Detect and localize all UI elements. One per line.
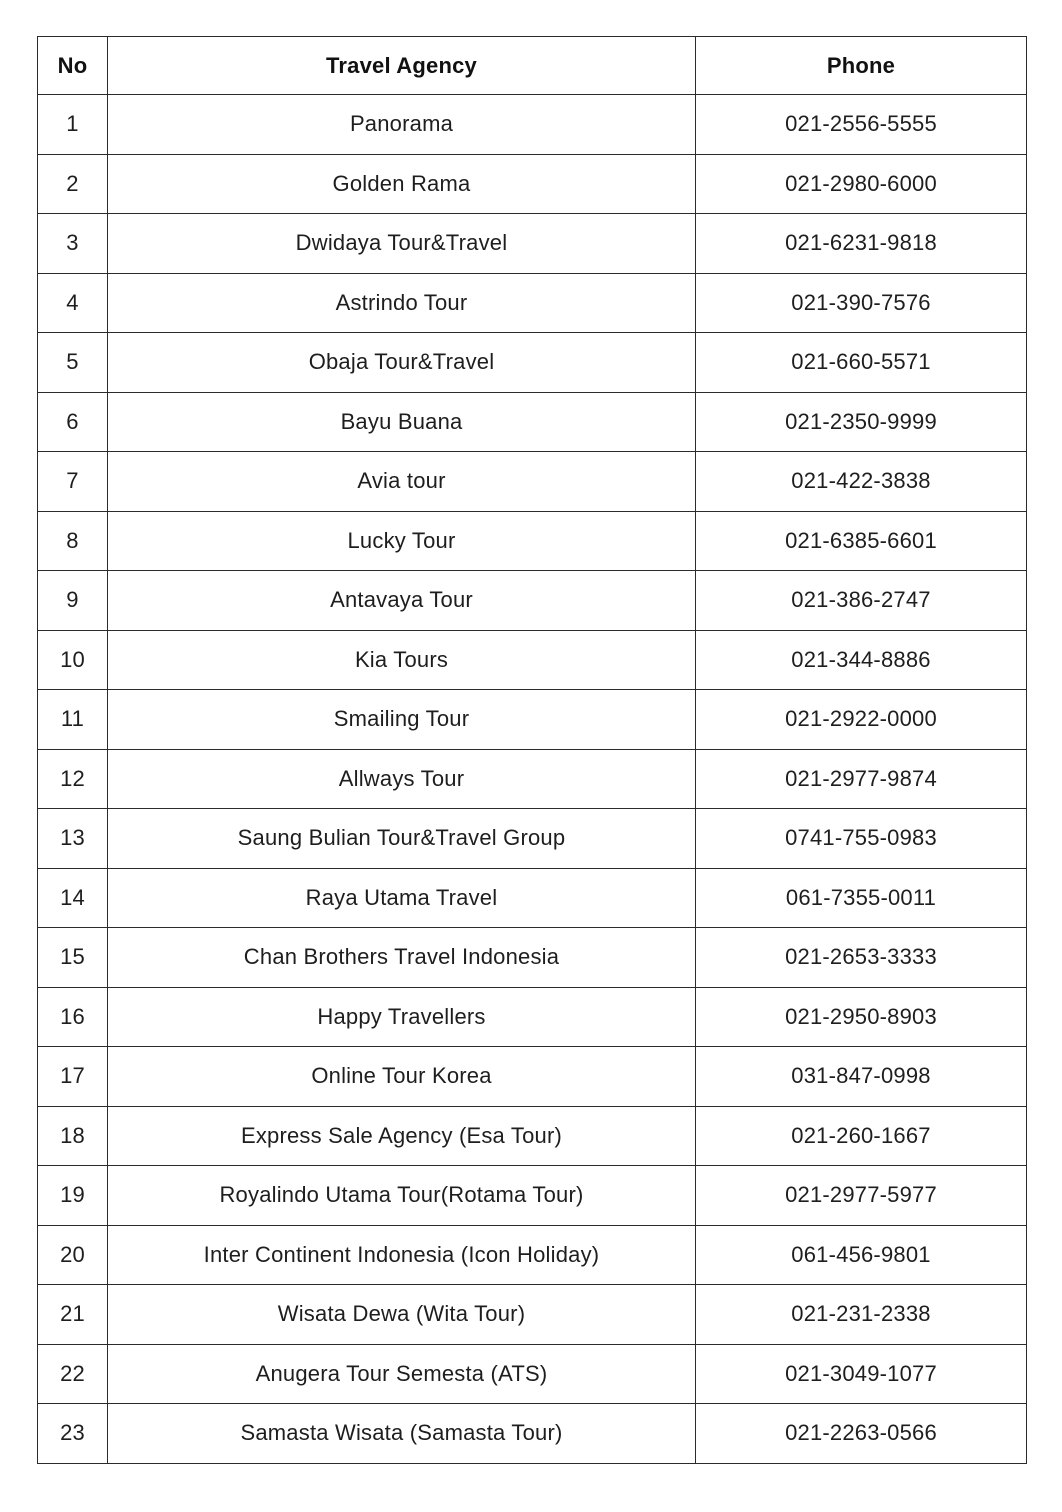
cell-agency: Kia Tours <box>108 630 696 690</box>
cell-no: 8 <box>38 511 108 571</box>
cell-phone: 021-3049-1077 <box>696 1344 1027 1404</box>
table-row <box>38 1344 1027 1404</box>
table-row <box>38 1404 1027 1464</box>
cell-phone: 061-7355-0011 <box>696 868 1027 928</box>
cell-agency: Avia tour <box>108 452 696 512</box>
cell-phone: 021-344-8886 <box>696 630 1027 690</box>
table-row <box>38 95 1027 155</box>
cell-agency: Inter Continent Indonesia (Icon Holiday) <box>108 1225 696 1285</box>
cell-no: 12 <box>38 749 108 809</box>
cell-phone: 021-2950-8903 <box>696 987 1027 1047</box>
table-row <box>38 1166 1027 1226</box>
cell-phone: 021-6385-6601 <box>696 511 1027 571</box>
cell-phone: 021-2556-5555 <box>696 95 1027 155</box>
cell-no: 19 <box>38 1166 108 1226</box>
table-row <box>38 571 1027 631</box>
cell-agency: Lucky Tour <box>108 511 696 571</box>
cell-agency: Obaja Tour&Travel <box>108 333 696 393</box>
cell-agency: Saung Bulian Tour&Travel Group <box>108 809 696 869</box>
table-row <box>38 1106 1027 1166</box>
cell-agency: Bayu Buana <box>108 392 696 452</box>
cell-no: 1 <box>38 95 108 155</box>
cell-no: 16 <box>38 987 108 1047</box>
cell-agency: Antavaya Tour <box>108 571 696 631</box>
cell-phone: 021-386-2747 <box>696 571 1027 631</box>
cell-phone: 021-390-7576 <box>696 273 1027 333</box>
cell-phone: 021-2980-6000 <box>696 154 1027 214</box>
header-no: No <box>38 37 108 95</box>
table-row <box>38 987 1027 1047</box>
cell-agency: Online Tour Korea <box>108 1047 696 1107</box>
cell-no: 4 <box>38 273 108 333</box>
table-header <box>38 37 1027 95</box>
cell-phone: 021-2922-0000 <box>696 690 1027 750</box>
cell-agency: Astrindo Tour <box>108 273 696 333</box>
cell-phone: 021-2977-9874 <box>696 749 1027 809</box>
cell-no: 6 <box>38 392 108 452</box>
cell-phone: 031-847-0998 <box>696 1047 1027 1107</box>
table-row <box>38 511 1027 571</box>
table-row <box>38 1225 1027 1285</box>
cell-no: 7 <box>38 452 108 512</box>
cell-phone: 021-231-2338 <box>696 1285 1027 1345</box>
cell-no: 20 <box>38 1225 108 1285</box>
cell-no: 5 <box>38 333 108 393</box>
table-row <box>38 809 1027 869</box>
cell-agency: Royalindo Utama Tour(Rotama Tour) <box>108 1166 696 1226</box>
table-row <box>38 273 1027 333</box>
cell-agency: Express Sale Agency (Esa Tour) <box>108 1106 696 1166</box>
table-row <box>38 392 1027 452</box>
cell-no: 17 <box>38 1047 108 1107</box>
table-row <box>38 1285 1027 1345</box>
table-row <box>38 928 1027 988</box>
table-body <box>38 95 1027 1464</box>
cell-no: 11 <box>38 690 108 750</box>
cell-agency: Golden Rama <box>108 154 696 214</box>
cell-agency: Chan Brothers Travel Indonesia <box>108 928 696 988</box>
cell-phone: 021-2263-0566 <box>696 1404 1027 1464</box>
cell-no: 13 <box>38 809 108 869</box>
cell-phone: 021-6231-9818 <box>696 214 1027 274</box>
travel-agency-table <box>37 36 1027 1464</box>
cell-no: 9 <box>38 571 108 631</box>
table-row <box>38 1047 1027 1107</box>
cell-agency: Panorama <box>108 95 696 155</box>
header-row <box>38 37 1027 95</box>
cell-agency: Smailing Tour <box>108 690 696 750</box>
table-row <box>38 333 1027 393</box>
cell-agency: Raya Utama Travel <box>108 868 696 928</box>
table-row <box>38 214 1027 274</box>
cell-phone: 021-2350-9999 <box>696 392 1027 452</box>
cell-phone: 021-260-1667 <box>696 1106 1027 1166</box>
cell-agency: Samasta Wisata (Samasta Tour) <box>108 1404 696 1464</box>
table-row <box>38 690 1027 750</box>
cell-phone: 021-2653-3333 <box>696 928 1027 988</box>
cell-agency: Anugera Tour Semesta (ATS) <box>108 1344 696 1404</box>
cell-no: 21 <box>38 1285 108 1345</box>
table-row <box>38 630 1027 690</box>
cell-no: 15 <box>38 928 108 988</box>
cell-phone: 0741-755-0983 <box>696 809 1027 869</box>
cell-no: 23 <box>38 1404 108 1464</box>
cell-phone: 021-422-3838 <box>696 452 1027 512</box>
cell-agency: Wisata Dewa (Wita Tour) <box>108 1285 696 1345</box>
cell-agency: Happy Travellers <box>108 987 696 1047</box>
cell-phone: 021-660-5571 <box>696 333 1027 393</box>
table-row <box>38 154 1027 214</box>
cell-no: 14 <box>38 868 108 928</box>
table-row <box>38 749 1027 809</box>
cell-no: 3 <box>38 214 108 274</box>
cell-no: 18 <box>38 1106 108 1166</box>
cell-phone: 061-456-9801 <box>696 1225 1027 1285</box>
cell-agency: Dwidaya Tour&Travel <box>108 214 696 274</box>
cell-phone: 021-2977-5977 <box>696 1166 1027 1226</box>
cell-no: 2 <box>38 154 108 214</box>
table-row <box>38 868 1027 928</box>
cell-agency: Allways Tour <box>108 749 696 809</box>
cell-no: 22 <box>38 1344 108 1404</box>
cell-no: 10 <box>38 630 108 690</box>
header-travel-agency: Travel Agency <box>108 37 696 95</box>
header-phone: Phone <box>696 37 1027 95</box>
table-row <box>38 452 1027 512</box>
